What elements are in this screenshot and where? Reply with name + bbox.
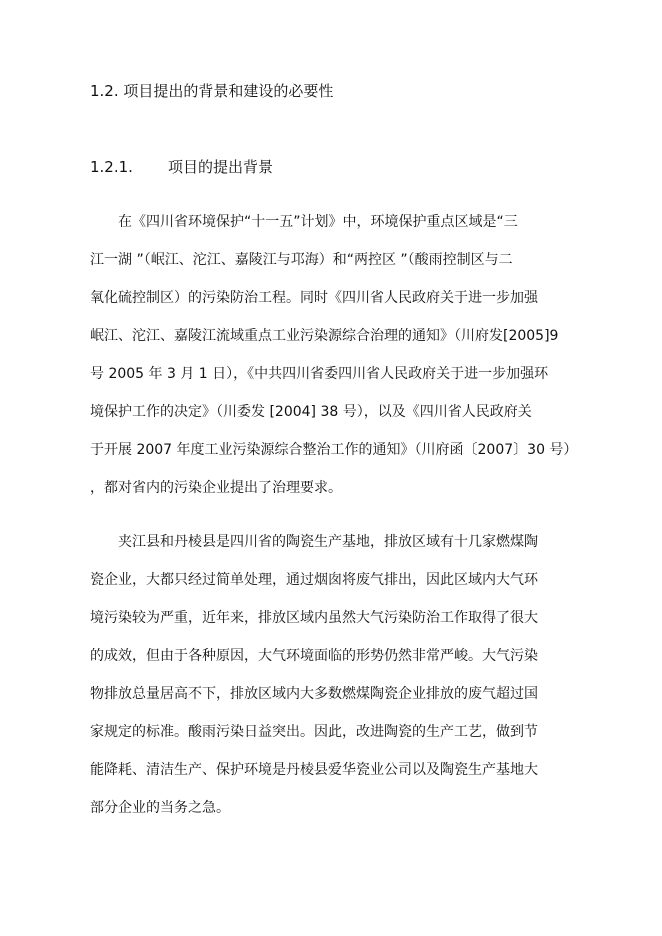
subsection-heading xyxy=(90,156,273,177)
text-line: 夹江县和丹棱县是四川省的陶瓷生产基地，排放区域有十几家燃煤陶 xyxy=(118,534,538,550)
section-number: 1.2. xyxy=(90,82,119,100)
text-line: 于开展 2007 年度工业污染源综合整治工作的通知》（川府函〔2007〕30 号） xyxy=(90,442,578,458)
text-line: 物排放总量居高不下，排放区域内大多数燃煤陶瓷企业排放的废气超过国 xyxy=(90,686,538,702)
section-title: 项目提出的背景和建设的必要性 xyxy=(123,82,334,100)
text-line: 部分企业的当务之急。 xyxy=(90,800,230,816)
text-line: 的成效，但由于各种原因，大气环境面临的形势仍然非常严峻。大气污染 xyxy=(90,648,538,664)
text-line: 江一湖 ”（岷江、沱江、嘉陵江与邛海）和“两控区 ”（酸雨控制区与二 xyxy=(90,252,513,268)
subsection-number: 1.2.1. xyxy=(90,158,133,176)
text-line: 家规定的标准。酸雨污染日益突出。因此，改进陶瓷的生产工艺，做到节 xyxy=(90,724,538,740)
text-line: 境污染较为严重，近年来，排放区域内虽然大气污染防治工作取得了很大 xyxy=(90,610,538,626)
text-line: 瓷企业，大都只经过简单处理，通过烟囱将废气排出，因此区域内大气环 xyxy=(90,572,538,588)
text-line: 能降耗、清洁生产、保护环境是丹棱县爱华瓷业公司以及陶瓷生产基地大 xyxy=(90,762,538,778)
text-line: 境保护工作的决定》（川委发 [2004] 38 号），以及《四川省人民政府关 xyxy=(90,404,532,420)
text-line: 氧化硫控制区）的污染防治工程。同时《四川省人民政府关于进一步加强 xyxy=(90,290,538,306)
section-heading xyxy=(90,80,333,101)
text-line: 号 2005 年 3 月 1 日），《中共四川省委四川省人民政府关于进一步加强环 xyxy=(90,366,549,382)
text-line: 在《四川省环境保护“十一五”计划》中，环境保护重点区域是“三 xyxy=(118,214,518,230)
text-line: 岷江、沱江、嘉陵江流域重点工业污染源综合治理的通知》（川府发[2005]9 xyxy=(90,328,559,344)
text-line: ，都对省内的污染企业提出了治理要求。 xyxy=(90,480,342,496)
subsection-title: 项目的提出背景 xyxy=(168,158,274,176)
